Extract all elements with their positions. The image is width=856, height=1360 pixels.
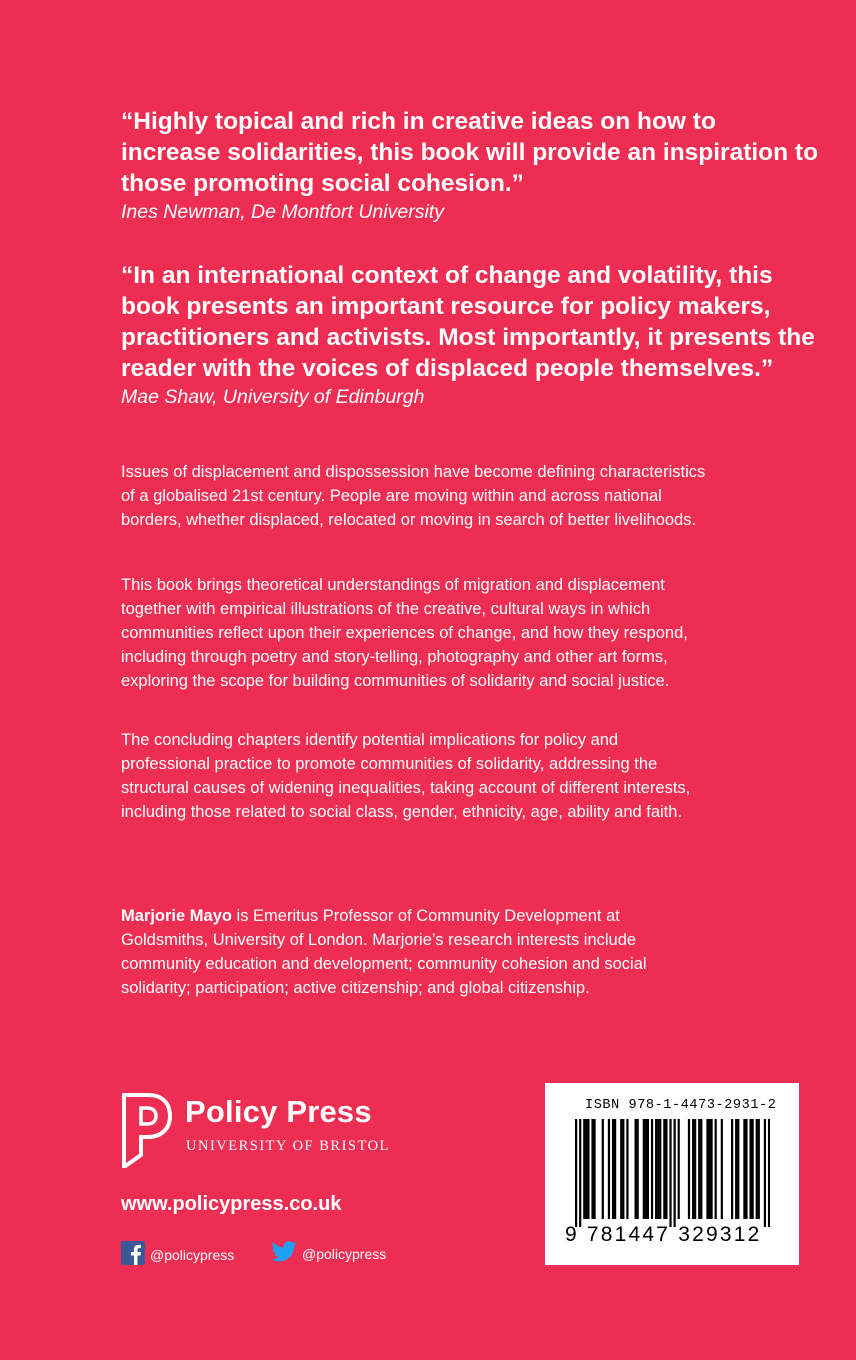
quote-text: “Highly topical and rich in creative ideas on how to increase solidarities, this book will provide an inspiration to those promoting social cohesion.” — [121, 108, 819, 197]
description-paragraph-1: Issues of displacement and dispossession have become defining characteristics of a globalised 21st century. People are moving within and across national borders, whether displaced, relocated or moving in search of better livelihoods. — [121, 463, 706, 529]
facebook-icon — [121, 1241, 145, 1268]
twitter-icon — [271, 1241, 297, 1266]
barcode-bar — [637, 1119, 639, 1219]
publisher-logo — [121, 1093, 421, 1173]
barcode-bar — [700, 1119, 702, 1219]
publisher-website[interactable]: www.policypress.co.uk — [121, 1193, 342, 1215]
barcode-bar — [651, 1119, 653, 1219]
barcode-bar — [622, 1119, 624, 1219]
quote-attribution: Ines Newman, De Montfort University — [121, 201, 444, 223]
review-quote-1 — [121, 106, 821, 225]
barcode-bar — [694, 1119, 696, 1219]
barcode-bar — [715, 1119, 717, 1219]
barcode-bar — [612, 1119, 614, 1219]
quote-attribution: Mae Shaw, University of Edinburgh — [121, 386, 425, 408]
publisher-name: Policy Press — [185, 1094, 372, 1129]
barcode-bar — [708, 1119, 710, 1219]
barcode-bar — [735, 1119, 737, 1219]
barcode-bar — [698, 1119, 700, 1219]
barcode-bar — [743, 1119, 745, 1219]
barcode-bar — [688, 1119, 690, 1219]
twitter-handle-text: @policypress — [302, 1245, 387, 1262]
review-quote-2 — [121, 260, 821, 410]
barcode-bar — [635, 1119, 637, 1219]
barcode-bar — [737, 1119, 739, 1219]
barcode-bar — [643, 1119, 645, 1219]
barcode-bar — [731, 1119, 733, 1219]
barcode-bar — [587, 1119, 589, 1219]
barcode-bar — [620, 1119, 622, 1219]
barcode-bar — [591, 1119, 593, 1219]
barcode-bar — [749, 1119, 751, 1219]
twitter-handle[interactable] — [271, 1241, 386, 1266]
barcode-bar — [614, 1119, 616, 1219]
barcode-graphic — [575, 1119, 770, 1227]
barcode-bar — [721, 1119, 723, 1219]
author-name: Marjorie Mayo — [121, 907, 232, 925]
facebook-handle-text: @policypress — [150, 1246, 235, 1263]
barcode-bar — [674, 1119, 676, 1227]
isbn-label: ISBN 978-1-4473-2931-2 — [585, 1098, 777, 1113]
barcode-bar — [593, 1119, 595, 1219]
barcode-bar — [756, 1119, 758, 1219]
quote-text: “In an international context of change and volatility, this book presents an important resource for policy makers, practitioners and activists. Most importantly, it presents the reader with the voices of displaced people themselves.” — [121, 262, 815, 382]
barcode-bar — [706, 1119, 708, 1219]
barcode-bar — [669, 1119, 671, 1227]
barcode-bar — [645, 1119, 647, 1219]
barcode-bar — [659, 1119, 661, 1219]
barcode-panel — [545, 1083, 799, 1265]
description-paragraph-3: The concluding chapters identify potential implications for policy and professional practice to promote communities of solidarity, addressing the structural causes of widening inequalities, taking account of different interests, including those related to social class, gender, ethnicity, age, ability and faith. — [121, 731, 691, 821]
barcode-bar — [665, 1119, 667, 1219]
barcode-bar — [657, 1119, 659, 1219]
author-bio-text: is Emeritus Professor of Community Development at Goldsmiths, University of London. Marjorie’s research interests include community education and development; community cohesion and social solidarity; participation; active citizenship; and global citizenship. — [121, 907, 647, 997]
barcode-bar — [768, 1119, 770, 1227]
barcode-bar — [583, 1119, 585, 1219]
barcode-bar — [608, 1119, 610, 1219]
publisher-subtitle: UNIVERSITY OF BRISTOL — [186, 1138, 390, 1154]
barcode-bar — [647, 1119, 649, 1219]
author-bio — [121, 904, 681, 1000]
barcode-bar — [602, 1119, 604, 1219]
barcode-bar — [758, 1119, 760, 1219]
facebook-handle[interactable] — [121, 1241, 234, 1268]
barcode-bar — [752, 1119, 754, 1219]
barcode-bar — [626, 1119, 628, 1219]
barcode-bar — [764, 1119, 766, 1227]
description-paragraph-2: This book brings theoretical understandings of migration and displacement together with empirical illustrations of the creative, cultural ways in which communities reflect upon their experiences of change, and how they respond, including through poetry and story-telling, photography and other art forms, exploring the scope for building communities of solidarity and social justice. — [121, 576, 688, 690]
barcode-bar — [710, 1119, 712, 1219]
barcode-bar — [663, 1119, 665, 1219]
barcode-bar — [585, 1119, 587, 1219]
barcode-bar — [655, 1119, 657, 1219]
barcode-bar — [692, 1119, 694, 1219]
policy-press-p-icon — [121, 1093, 173, 1168]
barcode-bar — [579, 1119, 581, 1227]
ean-digits: 9 781447 329312 — [565, 1223, 762, 1246]
barcode-bar — [575, 1119, 577, 1227]
barcode-bar — [745, 1119, 747, 1219]
barcode-bar — [678, 1119, 680, 1219]
